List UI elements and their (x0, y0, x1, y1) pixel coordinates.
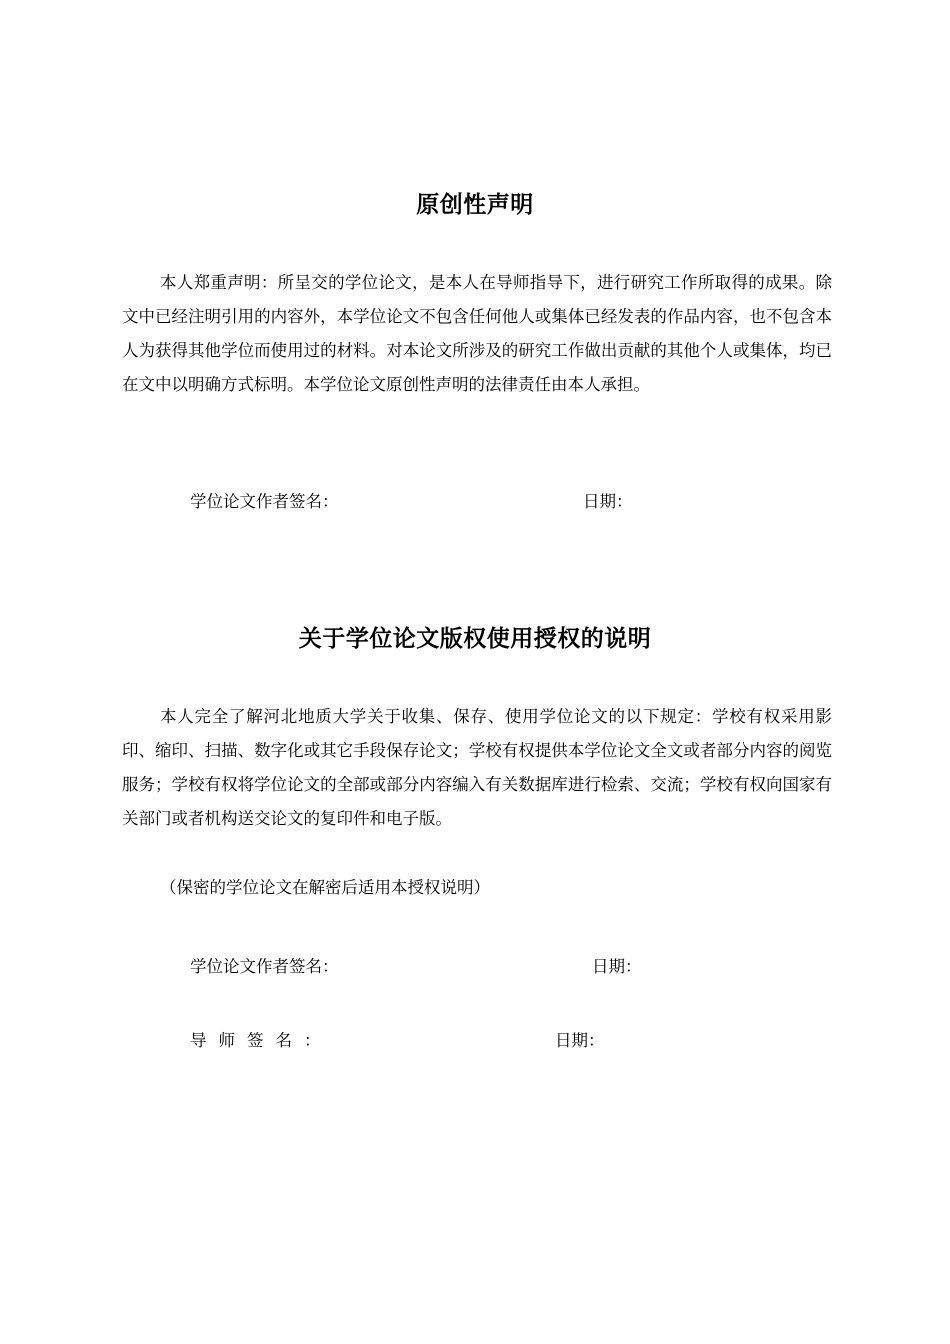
declaration-title: 原创性声明 (416, 192, 534, 218)
authorization-author-signature-label: 学位论文作者签名： (190, 957, 339, 976)
authorization-body: 本人完全了解河北地质大学关于收集、保存、使用学位论文的以下规定：学校有权采用影印、缩印、扫描、数字化或其它手段保存论文；学校有权提供本学位论文全文或者部分内容的阅览服务；学校有权将学位论文的全部或部分内容编入有关数据库进行检索、交流；学校有权向国家有关部门或者机构送交论文的复印件和电子版。 (122, 707, 832, 828)
advisor-date-label: 日期： (555, 1031, 605, 1050)
declaration-date-label: 日期： (583, 492, 633, 511)
confidential-note: （保密的学位论文在解密后适用本授权说明） (160, 878, 490, 897)
declaration-author-signature-label: 学位论文作者签名： (190, 492, 339, 511)
advisor-signature-label: 导师签名： (190, 1031, 333, 1050)
authorization-title: 关于学位论文版权使用授权的说明 (298, 626, 652, 652)
declaration-body: 本人郑重声明：所呈交的学位论文，是本人在导师指导下，进行研究工作所取得的成果。除文中已经注明引用的内容外，本学位论文不包含任何他人或集体已经发表的作品内容，也不包含本人为获得其他学位而使用过的材料。对本论文所涉及的研究工作做出贡献的其他个人或集体，均已在文中以明确方式标明。本学位论文原创性声明的法律责任由本人承担。 (122, 273, 832, 394)
authorization-author-date-label: 日期： (592, 957, 642, 976)
